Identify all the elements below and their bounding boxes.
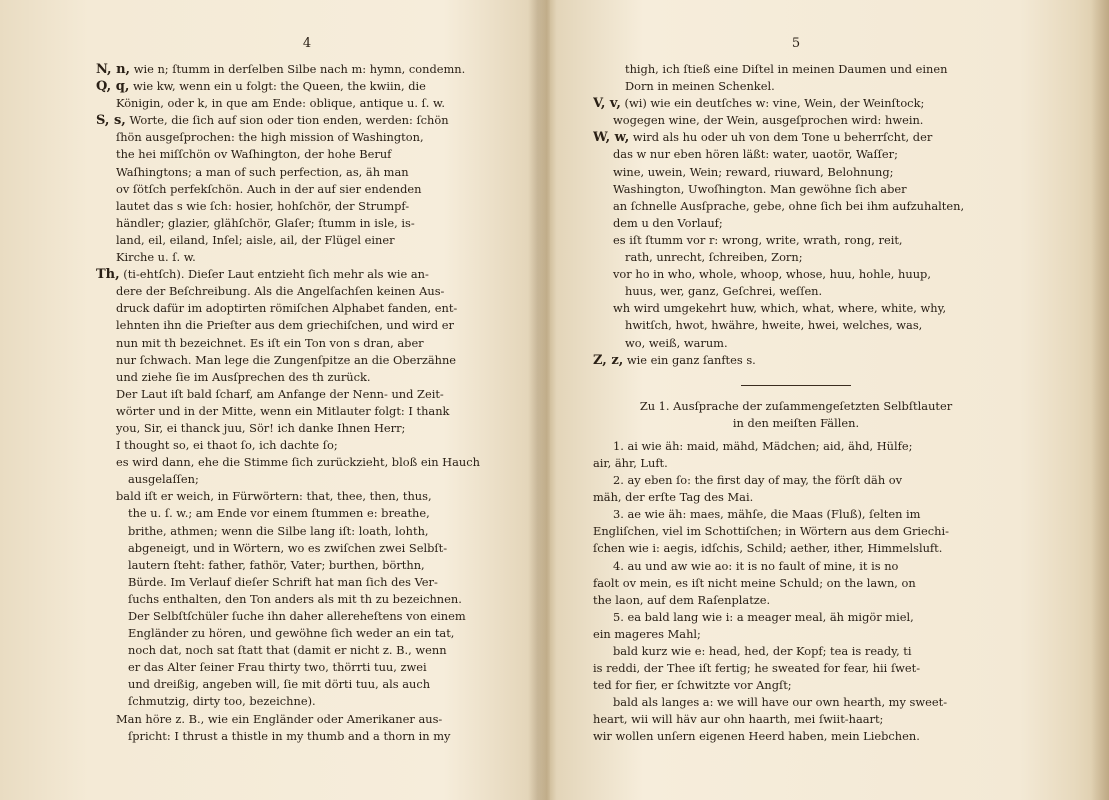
text-line [593,506,999,523]
text-line [593,164,999,181]
line-text: ausgelaſſen; [128,472,199,487]
text-line [593,78,999,95]
text-line [96,676,518,693]
text-line [96,625,518,642]
section-heading-sub: in den meiſten Fällen. [732,415,860,430]
section-divider [741,385,851,386]
line-text: Königin, oder k, in que am Ende: oblique, antique u. ſ. w. [116,96,446,111]
line-text: es wird dann, ehe die Stimme ſich zurückzieht, bloß ein Hauch [116,455,480,470]
text-line [96,369,518,386]
line-text: wogegen wine, der Wein, ausgeſprochen wird: hwein. [613,113,924,128]
text-line [593,711,999,728]
text-line [96,300,518,317]
entry-letter: Th, [96,267,120,283]
text-line [96,78,518,95]
text-line [96,283,518,300]
line-text: hwitſch, hwot, hwähre, hweite, hwei, welches, was, [625,318,923,333]
text-line [593,61,999,78]
text-line [96,454,518,471]
line-text: 1. ai wie äh: maid, mähd, Mädchen; aid, ähd, Hülfe; [613,438,913,453]
line-text: bald als langes a: we will have our own hearth, my sweet- [613,695,948,710]
text-line [593,232,999,249]
text-line [96,693,518,710]
text-line [96,95,518,112]
text-line [96,523,518,540]
line-text: nur ſchwach. Man lege die Zungenſpitze an die Oberzähne [116,352,457,367]
text-line [96,266,518,283]
line-text: ein mageres Mahl; [593,626,701,641]
line-text: lehnten ihn die Prieſter aus dem griechiſchen, und wird er [116,318,454,333]
line-text: (ti-ehtſch). Dieſer Laut entzieht ſich mehr als wie an- [119,267,429,282]
entry-letter: W, w, [593,130,630,146]
line-text: ſpricht: I thrust a thistle in my thumb and a thorn in my [128,728,451,743]
line-text: air, ähr, Luft. [593,455,668,470]
text-line [593,335,999,352]
entry-letter: Q, q, [96,79,130,95]
text-line [96,659,518,676]
text-line [593,626,999,643]
line-text: ted for fier, er ſchwitzte vor Angſt; [593,678,792,693]
text-line [593,146,999,163]
line-text: the laon, auf dem Raſenplatze. [593,592,771,607]
line-text: händler; glazier, glähſchör, Glaſer; ſtumm in isle, is- [116,215,415,230]
text-line [593,300,999,317]
line-text: wird als hu oder uh von dem Tone u beherrſcht, der [629,130,933,145]
text-line [593,317,999,334]
line-text: Der Laut iſt bald ſcharf, am Anfange der Nenn- und Zeit- [116,386,444,401]
line-text: lautet das s wie ſch: hosier, hohſchör, der Strumpf- [116,198,410,213]
text-line [96,181,518,198]
text-line [96,420,518,437]
text-line [96,471,518,488]
section-heading: Zu 1. Ausſprache der zuſammengeſetzten Selbſtlauter [639,398,953,413]
line-text: ſhön ausgeſprochen: the high mission of Washington, [116,130,424,145]
page-number-left: 4 [302,36,312,51]
line-text: heart, wii will häv aur ohn haarth, mei ſwiit-haart; [593,712,884,727]
line-text: ov ſötſch perfekſchön. Auch in der auf sier endenden [116,181,422,196]
text-line [96,437,518,454]
text-line [96,711,518,728]
text-line [96,215,518,232]
line-text: es iſt ſtumm vor r: wrong, write, wrath, rong, reit, [613,232,903,247]
text-line [593,558,999,575]
left-page [0,0,538,800]
line-text: und ziehe ſie im Ausſprechen des th zurück. [116,369,371,384]
line-text: bald kurz wie e: head, hed, der Kopf; tea is ready, ti [613,644,912,658]
text-line [96,728,518,745]
text-line [96,557,518,574]
line-text: the hei miſſchön ov Waſhington, der hohe Beruf [116,147,392,162]
line-text: vor ho in who, whole, whoop, whose, huu, hohle, huup, [613,267,931,282]
entry-letter: Z, z, [593,352,624,368]
line-text: Washington, Uwoſhington. Man gewöhne ſich aber [613,181,907,196]
line-text: dem u den Vorlauf; [613,215,723,230]
text-line [593,694,999,711]
text-line [96,505,518,522]
text-line [593,198,999,215]
line-text: wo, weiß, warum. [625,335,728,350]
text-line [96,164,518,181]
line-text: das w nur eben hören läßt: water, uaotör, Waſſer; [613,147,898,162]
text-line [96,232,518,249]
left-page-text [96,61,518,745]
line-text: you, Sir, ei thanck juu, Sör! ich danke Ihnen Herr; [116,420,406,435]
line-text: Der Selbſtſchüler ſuche ihn daher allereheſtens von einem [128,609,466,623]
text-line [593,129,999,146]
line-text: Worte, die ſich auf sion oder tion enden, werden: ſchön [125,113,449,128]
line-text: land, eil, eiland, Inſel; aisle, ail, der Flügel einer [116,232,395,247]
text-line [593,660,999,677]
line-text: lautern ſteht: father, fathör, Vater; burthen, börthn, [128,557,425,572]
text-line [96,608,518,625]
text-line [593,181,999,198]
line-text: the u. ſ. w.; am Ende vor einem ſtummen e: breathe, [128,506,430,521]
line-text: I thought so, ei thaot ſo, ich dachte ſo; [116,438,338,453]
text-line [96,335,518,352]
text-line [96,591,518,608]
line-text: er das Alter ſeiner Frau thirty two, thörrti tuu, zwei [128,660,427,675]
line-text: rath, unrecht, ſchreiben, Zorn; [625,250,803,265]
line-text: is reddi, der Thee iſt fertig; he sweated for fear, hii ſwet- [593,661,921,676]
right-page [545,0,1109,800]
entry-letter: N, n, [96,62,131,77]
line-text: an ſchnelle Ausſprache, gebe, ohne ſich bei ihm aufzuhalten, [613,198,965,213]
text-line [593,609,999,626]
text-line [593,677,999,694]
line-text: wir wollen unſern eigenen Heerd haben, mein Liebchen. [593,729,920,744]
text-line [593,95,999,112]
line-text: bald iſt er weich, in Fürwörtern: that, thee, then, thus, [116,489,432,504]
text-line [96,112,518,129]
text-line [96,198,518,215]
text-line [96,146,518,163]
line-text: brithe, athmen; wenn die Silbe lang iſt: loath, lohth, [128,523,429,538]
text-line [593,455,999,472]
text-line [593,540,999,557]
line-text: faolt ov mein, es iſt nicht meine Schuld; on the lawn, on [593,575,916,590]
entry-letter: S, s, [96,113,126,129]
text-line [96,488,518,505]
text-line [593,438,999,455]
text-line [593,575,999,592]
line-text: ſchmutzig, dirty too, bezeichne). [128,694,316,709]
text-line [96,129,518,146]
line-text: Man höre z. B., wie ein Engländer oder Amerikaner aus- [116,711,443,726]
line-text: und dreißig, angeben will, ſie mit dörti tuu, als auch [128,677,431,692]
text-line [96,317,518,334]
text-line [593,112,999,129]
line-text: Engländer zu hören, und gewöhne ſich weder an ein tat, [128,626,455,641]
line-text: mäh, der erſte Tag des Mai. [593,490,754,505]
text-line [96,249,518,266]
line-text: wine, uwein, Wein; reward, riuward, Belohnung; [613,164,894,179]
text-line [96,352,518,369]
text-line [96,574,518,591]
line-text: nun mit th bezeichnet. Es iſt ein Ton von s dran, aber [116,335,424,350]
line-text: wh wird umgekehrt huw, which, what, where, white, why, [613,301,947,316]
line-text: druck dafür im adoptirten römiſchen Alphabet fanden, ent- [116,301,458,316]
line-text: huus, wer, ganz, Geſchrei, weſſen. [625,284,823,299]
page-number-right: 5 [791,36,801,51]
text-line [593,489,999,506]
text-line [96,540,518,557]
text-line [593,728,999,745]
line-text: Dorn in meinen Schenkel. [625,79,775,94]
text-line [593,643,999,660]
text-line [96,386,518,403]
text-line [593,249,999,266]
line-text: ſuchs enthalten, den Ton anders als mit th zu bezeichnen. [128,591,462,606]
right-page-text [593,61,999,369]
line-text: wie n; ſtumm in derſelben Silbe nach m: hymn, condemn. [130,62,466,76]
line-text: wie kw, wenn ein u folgt: the Queen, the kwiin, die [129,79,426,94]
text-line [593,352,999,369]
line-text: 5. ea bald lang wie i: a meager meal, äh migör miel, [613,609,914,624]
line-text: ſchen wie i: aegis, idſchis, Schild; aether, ither, Himmelsluft. [593,541,943,556]
line-text: wörter und in der Mitte, wenn ein Mitlauter folgt: I thank [116,403,450,418]
text-line [593,215,999,232]
line-text: 4. au und aw wie ao: it is no fault of mine, it is no [613,558,899,573]
line-text: dere der Beſchreibung. Als die Angelſachſen keinen Aus- [116,284,445,299]
text-line [593,283,999,300]
text-line [593,523,999,540]
text-line [96,642,518,659]
line-text: Bürde. Im Verlauf dieſer Schrift hat man ſich des Ver- [128,574,438,589]
line-text: (wi) wie ein deutſches w: vine, Wein, der Weinſtock; [620,96,925,111]
text-line [96,403,518,420]
line-text: thigh, ich ſtieß eine Diſtel in meinen Daumen und einen [625,62,948,76]
section-text [593,438,999,746]
text-line [593,592,999,609]
entry-letter: V, v, [593,96,621,112]
line-text: Engliſchen, viel im Schottiſchen; in Wörtern aus dem Griechi- [593,524,950,539]
line-text: Kirche u. ſ. w. [116,250,196,265]
text-line [593,266,999,283]
text-line [593,472,999,489]
line-text: 3. ae wie äh: maes, mähſe, die Maas (Fluß), ſelten im [613,507,921,522]
text-line [96,61,518,78]
line-text: noch dat, noch sat ſtatt that (damit er nicht z. B., wenn [128,643,447,658]
line-text: wie ein ganz ſanftes s. [623,352,756,367]
line-text: Waſhingtons; a man of such perfection, as, äh man [116,164,409,179]
line-text: abgeneigt, und in Wörtern, wo es zwiſchen zwei Selbſt- [128,540,448,555]
line-text: 2. ay eben ſo: the first day of may, the förſt däh ov [613,473,903,488]
